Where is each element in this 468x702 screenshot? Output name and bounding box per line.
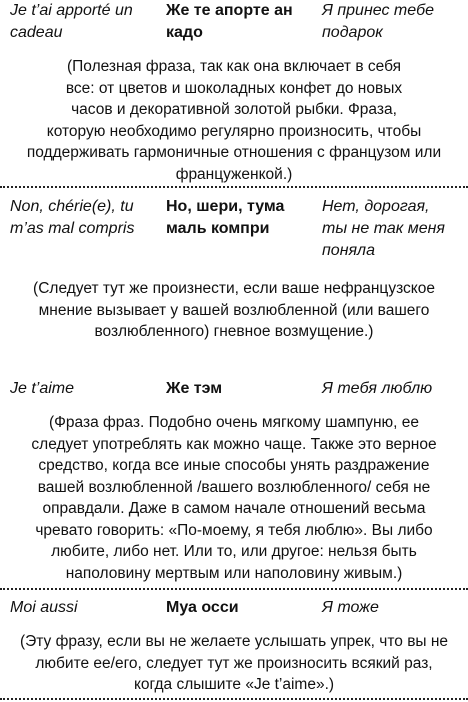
french-phrase: Moi aussi — [10, 599, 78, 616]
french-phrase: Je t’ai apporté un cadeau — [10, 2, 133, 41]
french-phrase: Je t’aime — [10, 380, 75, 397]
usage-note: (Следует тут же произнести, если ваше нефранцузское мнение вызывает у вашей возлюбленной (или вашего возлюбленного) гневное возмущение.) — [33, 280, 435, 340]
usage-note: (Эту фразу, если вы не желаете услышать упрек, что вы не любите ее/его, следует тут же произносить всякий раз, когда слышите «Je t’aime».) — [19, 633, 449, 693]
phonetic-transcription: Же те апорте ан кадо — [166, 2, 293, 41]
dotted-divider — [0, 186, 468, 188]
french-phrase: Non, chérie(e), tu m’as mal compris — [10, 198, 135, 237]
phonetic-transcription: Же тэм — [166, 380, 223, 397]
usage-note: (Полезная фраза, так как она включает в себя все: от цветов и шоколадных конфет до новых часов и декоративной золотой рыбки. Фраза, которую необходимо регулярно произносить, чтобы поддерживать гармоничные отношения с французом или француженкой.) — [26, 58, 442, 183]
russian-translation: Я тебя люблю — [322, 380, 433, 397]
russian-translation: Я принес тебе подарок — [322, 2, 435, 41]
usage-note: (Фраза фраз. Подобно очень мягкому шампуню, ее следует употреблять как можно чаще. Также это верное средство, когда все иные способы унять раздражение вашей возлюбленной /вашего возлюбленного/ себя не оправдали. Даже в самом начале отношений весьма чревато говорить: «По-моему, я тебя люблю». Вы либо любите, либо нет. Или то, или другое: нельзя быть наполовину мертвым или наполовину живым.) — [31, 414, 437, 582]
dotted-divider — [0, 698, 468, 700]
russian-translation: Нет, дорогая, ты не так меня поняла — [322, 198, 445, 259]
phonetic-transcription: Но, шери, тума маль компри — [166, 198, 285, 237]
dotted-divider — [0, 588, 468, 590]
russian-translation: Я тоже — [322, 599, 379, 616]
phonetic-transcription: Муа осси — [166, 599, 239, 616]
